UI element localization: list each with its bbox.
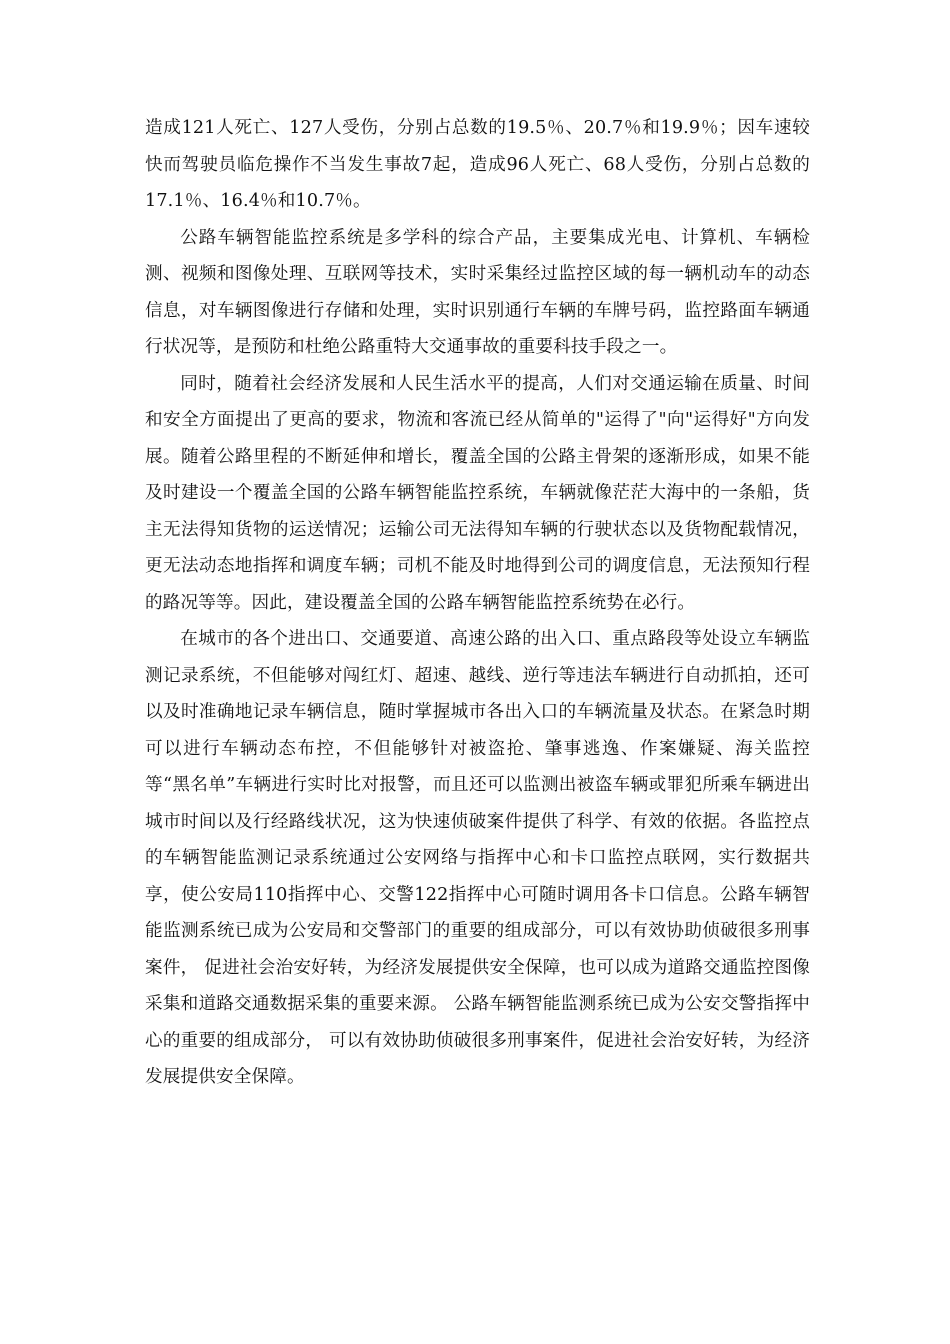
paragraph-transport-demand: 同时，随着社会经济发展和人民生活水平的提高，人们对交通运输在质量、时间和安全方面提出了更高的要求，物流和客流已经从简单的"运得了"向"运得好"方向发展。随着公路里程的不断延伸和增长，覆盖全国的公路主骨架的逐渐形成，如果不能及时建设一个覆盖全国的公路车辆智能监控系统，车辆就像茫茫大海中的一条船，货主无法得知货物的运送情况；运输公司无法得知车辆的行驶状态以及货物配载情况，更无法动态地指挥和调度车辆；司机不能及时地得到公司的调度信息，无法预知行程的路况等等。因此，建设覆盖全国的公路车辆智能监控系统势在必行。: [145, 373, 810, 613]
document-body: [145, 110, 810, 1096]
paragraph-casualty-statistics: 造成121人死亡、127人受伤，分别占总数的19.5％、20.7％和19.9％；因车速较快而驾驶员临危操作不当发生事故7起，造成96人死亡、68人受伤，分别占总数的17.1％、16.4％和10.7％。: [145, 118, 810, 211]
paragraph-city-monitoring: 在城市的各个进出口、交通要道、高速公路的出入口、重点路段等处设立车辆监测记录系统，不但能够对闯红灯、超速、越线、逆行等违法车辆进行自动抓拍，还可以及时准确地记录车辆信息，随时掌握城市各出入口的车辆流量及状态。在紧急时期可以进行车辆动态布控，不但能够针对被盗抢、肇事逃逸、作案嫌疑、海关监控等“黑名单”车辆进行实时比对报警，而且还可以监测出被盗车辆或罪犯所乘车辆进出城市时间以及行经路线状况，这为快速侦破案件提供了科学、有效的依据。各监控点的车辆智能监测记录系统通过公安网络与指挥中心和卡口监控点联网，实行数据共享，使公安局110指挥中心、交警122指挥中心可随时调用各卡口信息。公路车辆智能监测系统已成为公安局和交警部门的重要的组成部分，可以有效协助侦破很多刑事案件， 促进社会治安好转，为经济发展提供安全保障，也可以成为道路交通监控图像采集和道路交通数据采集的重要来源。 公路车辆智能监测系统已成为公安交警指挥中心的重要的组成部分， 可以有效协助侦破很多刑事案件，促进社会治安好转，为经济发展提供安全保障。: [145, 629, 810, 1087]
paragraph-system-overview: 公路车辆智能监控系统是多学科的综合产品，主要集成光电、计算机、车辆检测、视频和图像处理、互联网等技术，实时采集经过监控区域的每一辆机动车的动态信息，对车辆图像进行存储和处理，实时识别通行车辆的车牌号码，监控路面车辆通行状况等，是预防和杜绝公路重特大交通事故的重要科技手段之一。: [145, 227, 810, 357]
